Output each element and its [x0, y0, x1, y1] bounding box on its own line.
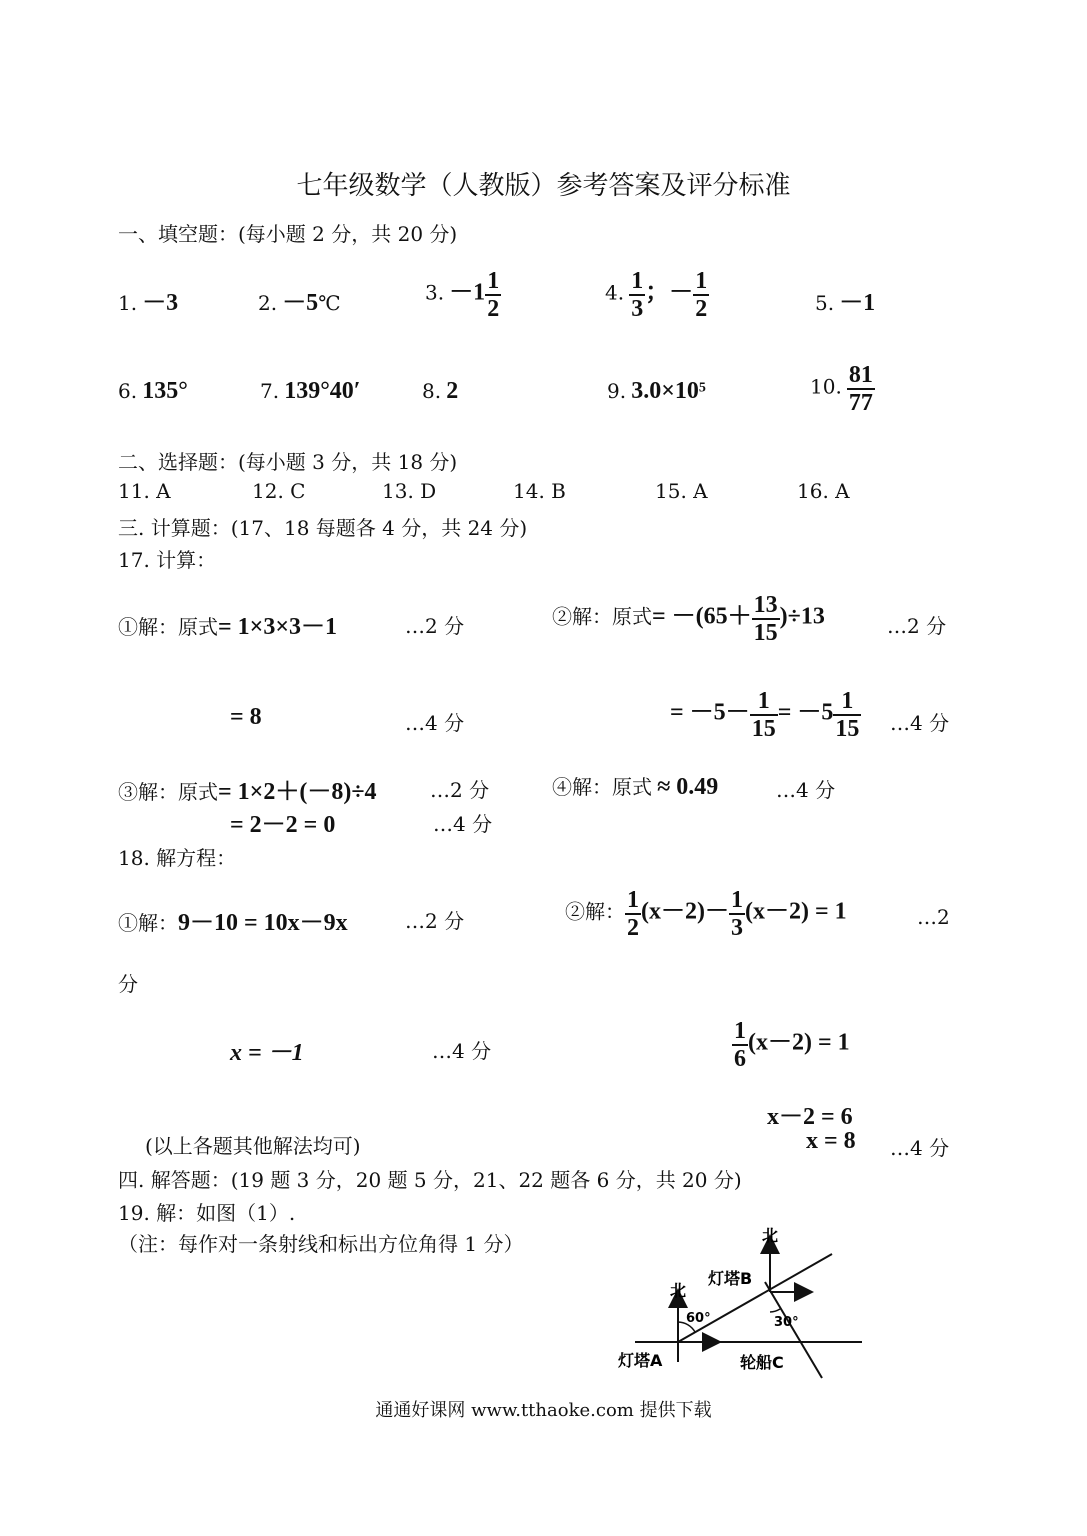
answer-value: 2: [446, 378, 459, 404]
score: …2 分: [430, 778, 490, 802]
section-2-header: 二、选择题：(每小题 3 分，共 18 分): [118, 450, 458, 474]
score: …4 分: [432, 1039, 492, 1063]
question-number: 10.: [810, 374, 842, 399]
score-wrap: 分: [118, 972, 138, 996]
answer-8: [422, 378, 458, 405]
expression: ≈ 0.49: [657, 774, 719, 800]
grading-note: （注：每作对一条射线和标出方位角得 1 分）: [118, 1232, 524, 1256]
answer-4: [605, 268, 709, 322]
fraction: $\frac{13}{15}$: [753, 592, 778, 646]
bearing-diagram: [610, 1222, 870, 1382]
expression: )÷13: [779, 603, 825, 630]
angle-arc-30: [770, 1309, 780, 1312]
answer-value: －1: [839, 290, 876, 316]
expression: (x－2) = 1: [748, 1029, 850, 1056]
score: …2 分: [887, 614, 947, 638]
choice-answer: 12. C: [252, 479, 306, 503]
exponent: 5: [698, 380, 706, 396]
solution-label: ②解：: [565, 899, 625, 924]
score: …2 分: [405, 614, 465, 638]
choice-answer: 14. B: [513, 479, 566, 503]
answer-3: [425, 268, 501, 322]
note: (以上各题其他解法均可): [145, 1134, 361, 1158]
choice-answer: 16. A: [797, 479, 850, 503]
unit: ℃: [318, 291, 341, 315]
choice-answer: 15. A: [655, 479, 708, 503]
expression: = 1×2＋(－8)÷4: [218, 779, 377, 805]
answer-1: [118, 282, 178, 317]
section-4-header: 四. 解答题：(19 题 3 分，20 题 5 分，21、22 题各 6 分，共 20 分): [118, 1168, 742, 1192]
expression: x = 8: [806, 1128, 856, 1154]
answer-5: [815, 282, 875, 317]
solution-17-2-step: [670, 688, 861, 742]
solution-label: ③解：原式: [118, 780, 218, 804]
score: …4 分: [890, 1136, 950, 1160]
answer-7: [260, 378, 361, 405]
north-label-b: 北: [762, 1226, 779, 1245]
score: …2 分: [405, 909, 465, 933]
question-number: 3.: [425, 280, 445, 305]
expression: (x－2) = 1: [744, 898, 847, 925]
answer-value: 135°: [142, 378, 188, 404]
answer-value: －5: [282, 290, 319, 316]
question-19: 19. 解：如图（1）.: [118, 1201, 296, 1225]
fraction: $\frac{1}{15}$: [835, 688, 860, 742]
solution-17-2: [552, 592, 825, 646]
solution-18-2-step: [732, 1018, 850, 1072]
expression: 9－10 = 10x－9x: [178, 910, 348, 936]
answer-value: －3: [142, 290, 179, 316]
answer-value: 139°40′: [284, 378, 361, 404]
solution-label: ②解：原式: [552, 604, 652, 629]
solution-18-2: [565, 887, 847, 941]
solution-18-1: [118, 902, 348, 937]
answer-2: [258, 282, 341, 317]
fraction: $\frac{1}{15}$: [751, 688, 776, 742]
footer: 通通好课网 www.tthaoke.com 提供下载: [375, 1400, 712, 1421]
question-number: 4.: [605, 280, 625, 305]
fraction: $\frac{1}{2}$: [627, 887, 639, 941]
separator: ；－: [645, 279, 694, 306]
score: …4 分: [433, 812, 493, 836]
answer-value: 3.0×10: [631, 378, 699, 404]
score: …4 分: [776, 778, 836, 802]
score: …4 分: [890, 711, 950, 735]
expression: x = －1: [230, 1040, 304, 1066]
whole-part: －1: [449, 279, 486, 306]
answer-6: [118, 378, 188, 405]
fraction: $\frac{81}{77}$: [848, 362, 873, 416]
angle-60-label: 60°: [686, 1311, 711, 1326]
question-number: 2.: [258, 291, 278, 315]
tower-b-label: 灯塔B: [708, 1269, 753, 1288]
solution-label: ④解：原式: [552, 775, 652, 799]
expression: = －(65＋: [652, 603, 752, 630]
expression: (x－2)－: [641, 898, 729, 925]
solution-17-1: [118, 606, 337, 641]
tower-a-label: 灯塔A: [618, 1351, 663, 1370]
ship-c-label: 轮船C: [740, 1353, 784, 1372]
expression: = 8: [230, 704, 262, 730]
choice-answer: 11. A: [118, 479, 171, 503]
solution-17-4: [552, 771, 718, 801]
question-number: 1.: [118, 291, 138, 315]
question-number: 9.: [607, 379, 627, 403]
fraction: $\frac{1}{3}$: [631, 268, 644, 322]
choice-answer: 13. D: [382, 479, 437, 503]
score: …2: [917, 905, 950, 929]
question-number: 8.: [422, 379, 442, 403]
section-1-header: 一、填空题：(每小题 2 分，共 20 分): [118, 222, 458, 246]
question-number: 6.: [118, 379, 138, 403]
expression: = －5: [777, 699, 834, 726]
page-title: 七年级数学（人教版）参考答案及评分标准: [296, 171, 791, 201]
section-3-header: 三. 计算题：(17、18 每题各 4 分，共 24 分): [118, 516, 528, 540]
solution-label: ①解：: [118, 911, 178, 935]
expression: = 1×3×3－1: [218, 614, 338, 640]
question-number: 7.: [260, 379, 280, 403]
expression: x－2 = 6: [767, 1104, 853, 1130]
fraction: $\frac{1}{2}$: [695, 268, 708, 322]
fraction: $\frac{1}{3}$: [730, 887, 743, 941]
expression: = －5－: [670, 699, 750, 726]
answer-9: [607, 378, 706, 405]
north-label-a: 北: [670, 1281, 687, 1300]
answer-10: [810, 362, 875, 416]
solution-label: ①解：原式: [118, 615, 218, 639]
question-17: 17. 计算：: [118, 548, 217, 572]
fraction: $\frac{1}{2}$: [487, 268, 500, 322]
question-number: 5.: [815, 291, 835, 315]
expression: = 2－2 = 0: [230, 812, 336, 838]
score: …4 分: [405, 711, 465, 735]
angle-30-label: 30°: [774, 1315, 799, 1330]
ray-ab: [678, 1254, 832, 1342]
question-18: 18. 解方程：: [118, 846, 237, 870]
fraction: $\frac{1}{6}$: [734, 1018, 746, 1072]
solution-17-3: [118, 771, 377, 806]
